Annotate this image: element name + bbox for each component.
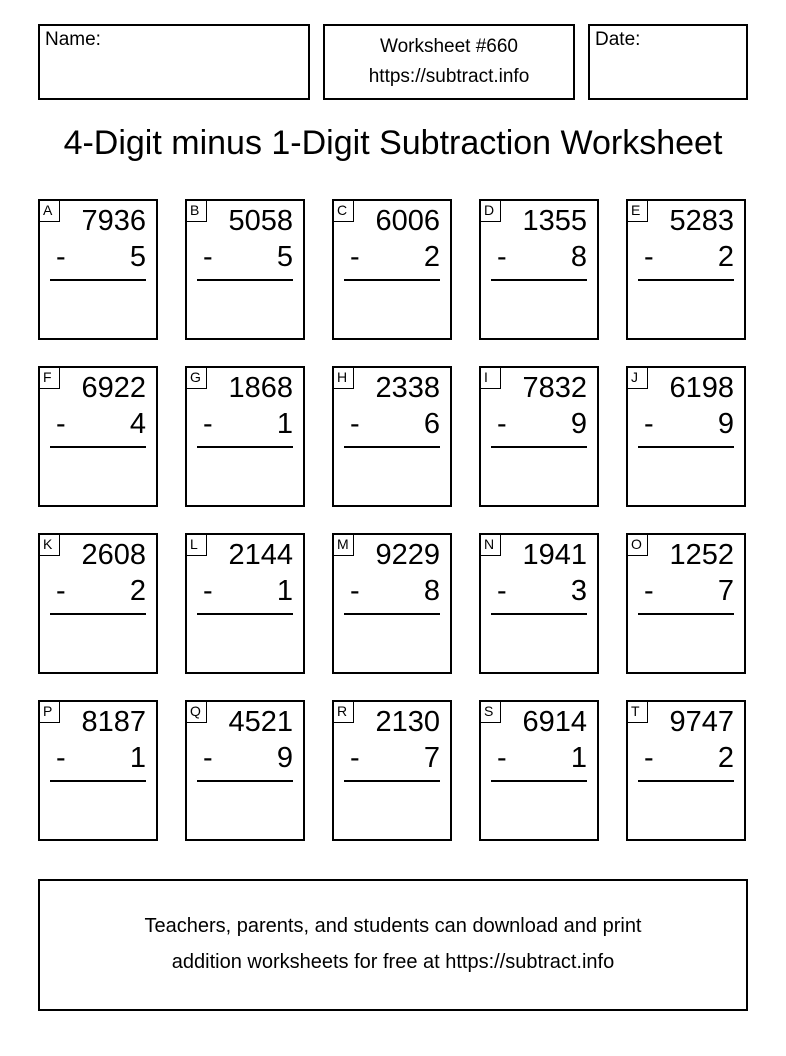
- minus-sign: -: [56, 241, 66, 273]
- problem-letter: R: [333, 701, 354, 723]
- answer-line: [50, 613, 146, 615]
- problem-letter: B: [186, 200, 207, 222]
- problem-g: [185, 366, 305, 507]
- answer-area[interactable]: [634, 285, 738, 332]
- date-field[interactable]: [588, 24, 748, 100]
- minuend: 6198: [669, 372, 734, 404]
- problem-q: [185, 700, 305, 841]
- minus-sign: -: [350, 742, 360, 774]
- problem-letter: O: [627, 534, 648, 556]
- subtrahend: 9: [276, 742, 293, 774]
- subtrahend: 2: [717, 241, 734, 273]
- minuend: 7936: [81, 205, 146, 237]
- subtrahend: 1: [276, 575, 293, 607]
- subtrahend: 8: [423, 575, 440, 607]
- minus-sign: -: [56, 575, 66, 607]
- footer-line-2: addition worksheets for free at https://subtract.info: [171, 951, 615, 973]
- problem-letter: I: [480, 367, 501, 389]
- minus-sign: -: [203, 742, 213, 774]
- problem-letter: M: [333, 534, 354, 556]
- subtrahend: 2: [129, 575, 146, 607]
- problem-letter: E: [627, 200, 648, 222]
- problem-l: [185, 533, 305, 674]
- answer-line: [491, 446, 587, 448]
- answer-area[interactable]: [46, 786, 150, 833]
- answer-area[interactable]: [193, 452, 297, 499]
- answer-area[interactable]: [634, 452, 738, 499]
- problem-letter: Q: [186, 701, 207, 723]
- problem-i: [479, 366, 599, 507]
- minuend: 2608: [81, 539, 146, 571]
- problem-k: [38, 533, 158, 674]
- minus-sign: -: [644, 408, 654, 440]
- problem-letter: C: [333, 200, 354, 222]
- problem-f: [38, 366, 158, 507]
- problem-o: [626, 533, 746, 674]
- minuend: 7832: [522, 372, 587, 404]
- subtrahend: 3: [570, 575, 587, 607]
- answer-area[interactable]: [634, 786, 738, 833]
- minus-sign: -: [644, 575, 654, 607]
- minus-sign: -: [644, 742, 654, 774]
- answer-area[interactable]: [193, 285, 297, 332]
- minus-sign: -: [203, 575, 213, 607]
- minuend: 5283: [669, 205, 734, 237]
- minuend: 9229: [375, 539, 440, 571]
- answer-line: [344, 613, 440, 615]
- footer-line-1: Teachers, parents, and students can download and print: [144, 915, 642, 937]
- minus-sign: -: [56, 742, 66, 774]
- minus-sign: -: [203, 408, 213, 440]
- minus-sign: -: [203, 241, 213, 273]
- name-label: Name:: [45, 29, 101, 50]
- minuend: 6914: [522, 706, 587, 738]
- answer-area[interactable]: [340, 285, 444, 332]
- subtrahend: 2: [717, 742, 734, 774]
- problem-m: [332, 533, 452, 674]
- answer-line: [491, 613, 587, 615]
- problem-e: [626, 199, 746, 340]
- answer-area[interactable]: [46, 285, 150, 332]
- page-title: 4-Digit minus 1-Digit Subtraction Worksheet: [63, 124, 723, 162]
- footer-box: [38, 879, 748, 1011]
- problem-letter: K: [39, 534, 60, 556]
- answer-line: [638, 279, 734, 281]
- problem-letter: G: [186, 367, 207, 389]
- problem-s: [479, 700, 599, 841]
- answer-line: [638, 613, 734, 615]
- name-field[interactable]: [38, 24, 310, 100]
- minuend: 1355: [522, 205, 587, 237]
- answer-line: [50, 446, 146, 448]
- problem-letter: P: [39, 701, 60, 723]
- answer-line: [344, 446, 440, 448]
- minuend: 8187: [81, 706, 146, 738]
- minus-sign: -: [497, 241, 507, 273]
- minuend: 5058: [228, 205, 293, 237]
- answer-area[interactable]: [193, 619, 297, 666]
- problem-b: [185, 199, 305, 340]
- answer-area[interactable]: [487, 619, 591, 666]
- date-label: Date:: [595, 29, 641, 50]
- answer-area[interactable]: [487, 285, 591, 332]
- subtrahend: 6: [423, 408, 440, 440]
- subtrahend: 4: [129, 408, 146, 440]
- answer-line: [197, 279, 293, 281]
- problem-letter: D: [480, 200, 501, 222]
- minus-sign: -: [350, 241, 360, 273]
- subtrahend: 1: [129, 742, 146, 774]
- problem-letter: S: [480, 701, 501, 723]
- minuend: 2130: [375, 706, 440, 738]
- subtrahend: 7: [717, 575, 734, 607]
- subtrahend: 9: [717, 408, 734, 440]
- answer-area[interactable]: [340, 619, 444, 666]
- answer-area[interactable]: [634, 619, 738, 666]
- answer-area[interactable]: [340, 786, 444, 833]
- worksheet-number: Worksheet #660: [379, 36, 518, 57]
- answer-line: [197, 780, 293, 782]
- minus-sign: -: [497, 575, 507, 607]
- answer-line: [344, 780, 440, 782]
- minus-sign: -: [497, 408, 507, 440]
- subtrahend: 8: [570, 241, 587, 273]
- problem-r: [332, 700, 452, 841]
- problem-letter: H: [333, 367, 354, 389]
- minus-sign: -: [350, 575, 360, 607]
- problem-h: [332, 366, 452, 507]
- minuend: 4521: [228, 706, 293, 738]
- subtrahend: 2: [423, 241, 440, 273]
- minus-sign: -: [497, 742, 507, 774]
- minus-sign: -: [56, 408, 66, 440]
- problem-letter: A: [39, 200, 60, 222]
- minus-sign: -: [644, 241, 654, 273]
- subtrahend: 9: [570, 408, 587, 440]
- problem-d: [479, 199, 599, 340]
- problem-letter: F: [39, 367, 60, 389]
- subtrahend: 7: [423, 742, 440, 774]
- answer-line: [344, 279, 440, 281]
- minuend: 2144: [228, 539, 293, 571]
- subtrahend: 1: [276, 408, 293, 440]
- answer-line: [50, 279, 146, 281]
- answer-line: [197, 446, 293, 448]
- answer-line: [491, 279, 587, 281]
- subtrahend: 5: [276, 241, 293, 273]
- minus-sign: -: [350, 408, 360, 440]
- worksheet-url: https://subtract.info: [368, 66, 530, 87]
- minuend: 1252: [669, 539, 734, 571]
- subtrahend: 1: [570, 742, 587, 774]
- answer-area[interactable]: [487, 452, 591, 499]
- problem-t: [626, 700, 746, 841]
- problem-j: [626, 366, 746, 507]
- answer-area[interactable]: [340, 452, 444, 499]
- minuend: 1868: [228, 372, 293, 404]
- minuend: 6006: [375, 205, 440, 237]
- minuend: 2338: [375, 372, 440, 404]
- answer-area[interactable]: [46, 452, 150, 499]
- minuend: 6922: [81, 372, 146, 404]
- subtrahend: 5: [129, 241, 146, 273]
- answer-area[interactable]: [46, 619, 150, 666]
- problem-letter: N: [480, 534, 501, 556]
- problem-letter: T: [627, 701, 648, 723]
- worksheet-info-box: [323, 24, 575, 100]
- problem-n: [479, 533, 599, 674]
- answer-area[interactable]: [193, 786, 297, 833]
- problem-letter: J: [627, 367, 648, 389]
- answer-line: [638, 446, 734, 448]
- answer-line: [50, 780, 146, 782]
- answer-line: [491, 780, 587, 782]
- problem-letter: L: [186, 534, 207, 556]
- problem-c: [332, 199, 452, 340]
- answer-line: [197, 613, 293, 615]
- minuend: 9747: [669, 706, 734, 738]
- problem-p: [38, 700, 158, 841]
- problem-a: [38, 199, 158, 340]
- answer-line: [638, 780, 734, 782]
- answer-area[interactable]: [487, 786, 591, 833]
- minuend: 1941: [522, 539, 587, 571]
